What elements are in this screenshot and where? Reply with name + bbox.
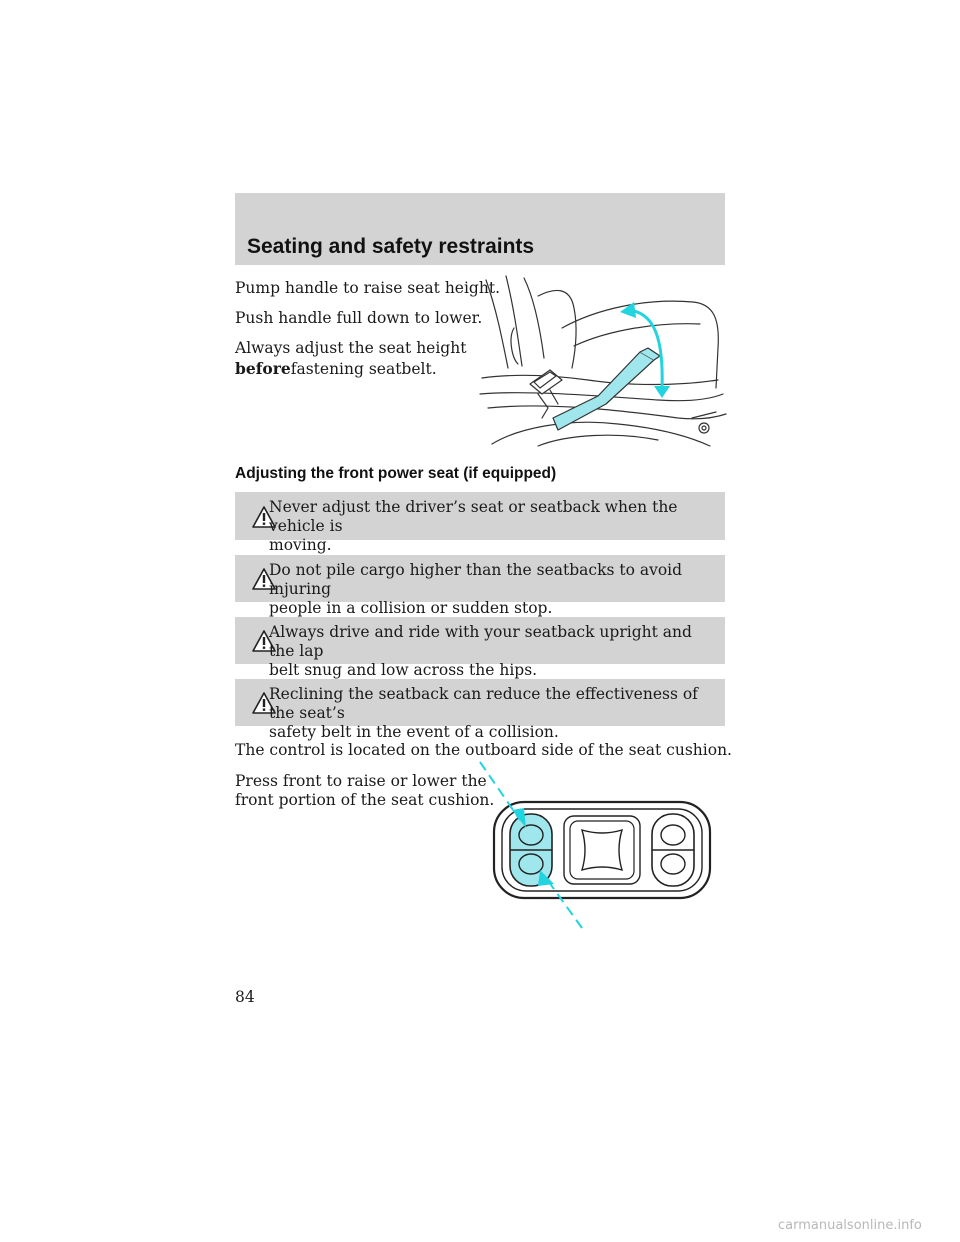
seat-height-handle-illustration: [478, 268, 728, 450]
warning-line: Always drive and ride with your seatback upright and the lap: [269, 623, 692, 660]
warning-box: [235, 617, 725, 679]
warning-line: moving.: [269, 536, 332, 554]
intro-line-3b: [235, 359, 437, 379]
power-seat-control-illustration: [478, 758, 718, 930]
warning-text: [269, 561, 699, 618]
section-heading: Adjusting the front power seat (if equipped): [235, 465, 557, 482]
warning-line: safety belt in the event of a collision.: [269, 723, 559, 741]
page-number: 84: [235, 988, 255, 1006]
intro-line-1: Pump handle to raise seat height.: [235, 279, 500, 297]
warning-box: [235, 492, 725, 554]
section-header-band: [235, 193, 725, 265]
warning-line: Reclining the seatback can reduce the effectiveness of the seat’s: [269, 685, 698, 722]
warning-text: [269, 685, 699, 742]
warning-box: [235, 679, 725, 741]
warning-line: people in a collision or sudden stop.: [269, 599, 553, 617]
control-location-text: The control is located on the outboard side of the seat cushion.: [235, 741, 732, 759]
warning-line: Never adjust the driver’s seat or seatback when the vehicle is: [269, 498, 678, 535]
intro-line-3a: Always adjust the seat height: [235, 339, 467, 357]
section-title: Seating and safety restraints: [247, 235, 535, 258]
intro-line-2: Push handle full down to lower.: [235, 309, 483, 327]
warning-text: [269, 498, 699, 555]
warning-line: Do not pile cargo higher than the seatbacks to avoid injuring: [269, 561, 683, 598]
intro-line-3b-text: fastening seatbelt.: [290, 360, 437, 378]
warning-text: [269, 623, 699, 680]
press-front-line-1: Press front to raise or lower the: [235, 772, 487, 790]
footer-watermark-url: carmanualsonline.info: [778, 1218, 922, 1233]
press-front-line-2: front portion of the seat cushion.: [235, 791, 495, 809]
warning-box: [235, 555, 725, 617]
emphasis-before: before: [235, 359, 291, 378]
warning-line: belt snug and low across the hips.: [269, 661, 538, 679]
